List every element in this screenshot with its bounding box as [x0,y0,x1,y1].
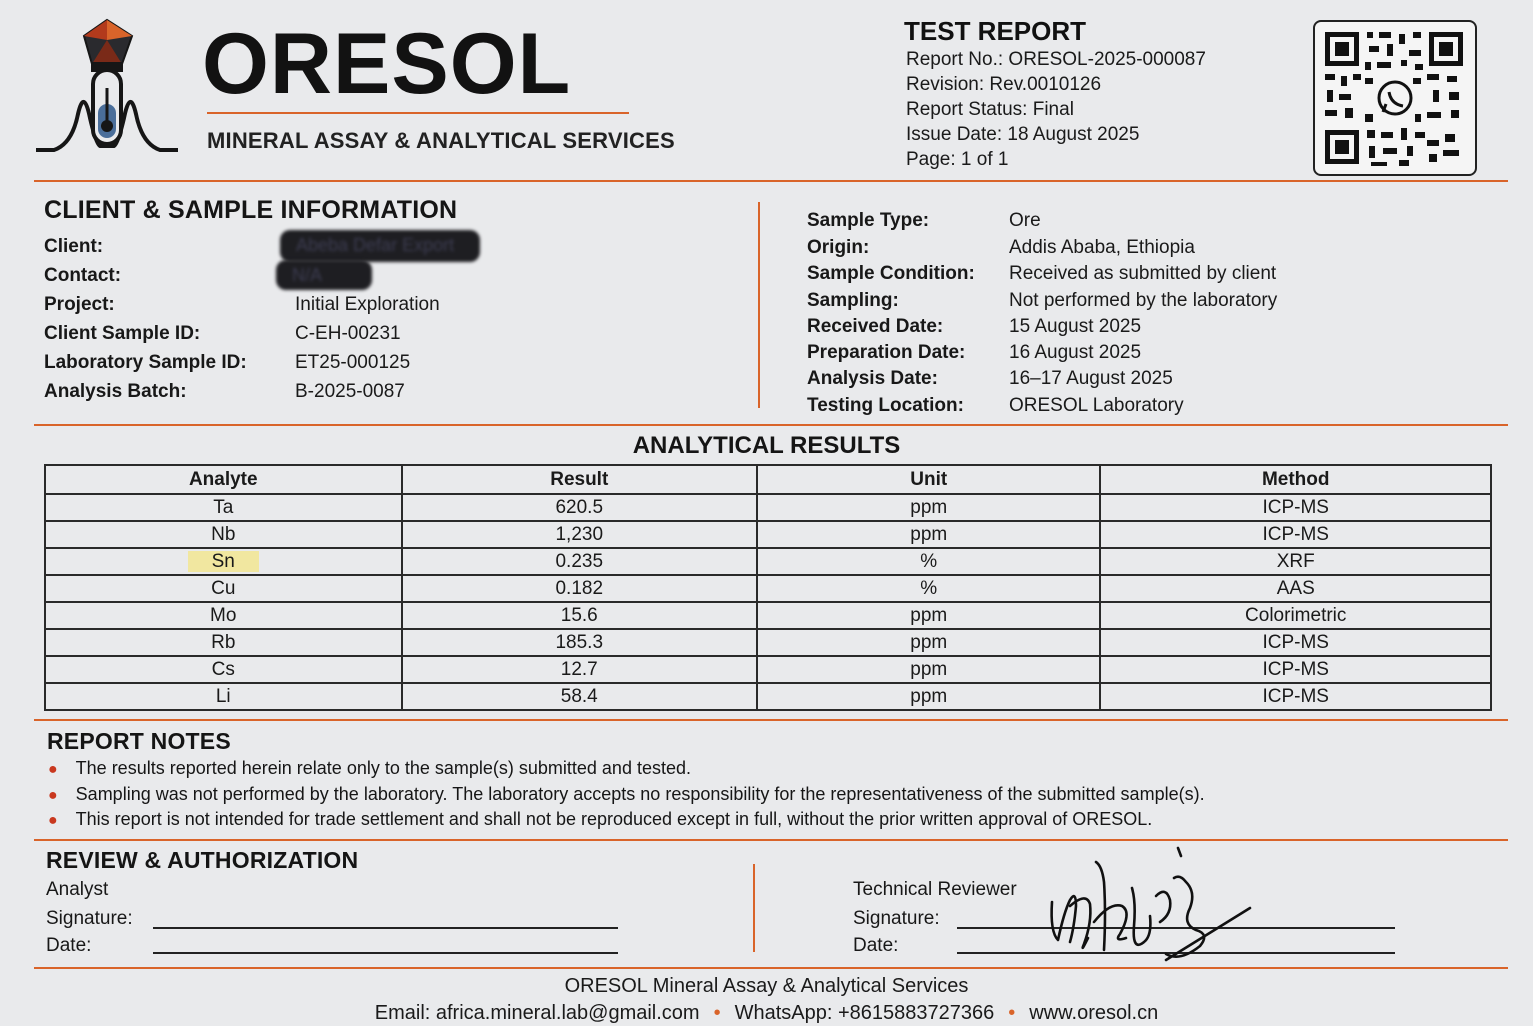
preparation-date-label: Preparation Date: [807,342,966,363]
cell-method: XRF [1100,548,1491,575]
sample-type-label: Sample Type: [807,210,930,231]
cell-result: 12.7 [402,656,757,683]
analysis-batch-label: Analysis Batch: [44,381,187,402]
bullet-icon: ● [48,812,58,829]
footer-website[interactable]: www.oresol.cn [1029,1002,1159,1024]
cell-result: 1,230 [402,521,757,548]
cell-unit: ppm [757,629,1100,656]
sample-type-value: Ore [1009,210,1041,231]
notes-bottom-divider [34,839,1508,841]
footer-contact [0,1002,1533,1025]
analysis-date-value: 16–17 August 2025 [1009,368,1173,389]
table-row [45,629,1491,656]
client-section-bottom-divider [34,424,1508,426]
mineral-flask-logo-icon [34,18,180,156]
report-number: Report No.: ORESOL-2025-000087 [906,49,1206,70]
cell-method: ICP-MS [1100,683,1491,710]
note-item: ● The results reported herein relate only to the sample(s) submitted and tested. [48,758,691,778]
testing-location-value: ORESOL Laboratory [1009,395,1184,416]
table-row [45,575,1491,602]
cell-unit: ppm [757,494,1100,521]
brand-underline [207,112,629,114]
report-revision: Revision: Rev.0010126 [906,74,1102,95]
bullet-icon: ● [48,787,58,804]
footer-whatsapp[interactable]: WhatsApp: +8615883727366 [734,1002,995,1024]
header-divider [34,180,1508,182]
column-header-method: Method [1100,465,1491,494]
origin-value: Addis Ababa, Ethiopia [1009,237,1195,258]
table-row [45,548,1491,575]
cell-method: Colorimetric [1100,602,1491,629]
cell-method: ICP-MS [1100,521,1491,548]
client-sample-id-value: C-EH-00231 [295,323,401,344]
results-title: ANALYTICAL RESULTS [632,432,901,459]
cell-analyte: Ta [45,494,402,521]
separator-dot: • [713,1002,721,1024]
qr-code-icon[interactable] [1313,20,1477,176]
cell-result: 58.4 [402,683,757,710]
reviewer-signature-label: Signature: [853,908,940,929]
client-sample-id-label: Client Sample ID: [44,323,201,344]
cell-result: 185.3 [402,629,757,656]
table-row [45,656,1491,683]
page-number: Page: 1 of 1 [906,149,1009,170]
reviewer-date-label: Date: [853,935,899,956]
analyst-date-line[interactable] [153,952,618,954]
cell-method: ICP-MS [1100,656,1491,683]
bullet-icon: ● [48,761,58,778]
client-section-divider [758,202,760,408]
cell-result: 15.6 [402,602,757,629]
issue-date: Issue Date: 18 August 2025 [906,124,1140,145]
contact-label: Contact: [44,265,122,286]
testing-location-label: Testing Location: [807,395,964,416]
lab-sample-id-value: ET25-000125 [295,352,411,373]
received-date-label: Received Date: [807,316,944,337]
analyst-date-label: Date: [46,935,92,956]
cell-unit: ppm [757,521,1100,548]
cell-analyte: Nb [45,521,402,548]
results-header-row [45,465,1491,494]
cell-method: ICP-MS [1100,494,1491,521]
cell-unit: % [757,548,1100,575]
column-header-unit: Unit [757,465,1100,494]
client-label: Client: [44,236,104,257]
sample-condition-value: Received as submitted by client [1009,263,1277,284]
cell-analyte: Li [45,683,402,710]
review-divider [753,864,755,952]
table-row [45,683,1491,710]
sampling-value: Not performed by the laboratory [1009,290,1278,311]
cell-unit: ppm [757,656,1100,683]
brand-name: ORESOL [202,16,572,112]
client-value-redacted: Abeba Defar Export [280,230,480,262]
analyst-signature-label: Signature: [46,908,133,929]
separator-dot: • [1008,1002,1016,1024]
results-table [44,464,1492,711]
cell-result: 0.235 [402,548,757,575]
cell-analyte: Mo [45,602,402,629]
review-title: REVIEW & AUTHORIZATION [46,847,359,873]
handwritten-signature-icon [1040,842,1260,972]
footer-email[interactable]: Email: africa.mineral.lab@gmail.com [374,1002,700,1024]
sampling-label: Sampling: [807,290,899,311]
column-header-analyte: Analyte [45,465,402,494]
analyst-role: Analyst [46,879,109,900]
analyst-signature-line[interactable] [153,927,618,929]
cell-method: ICP-MS [1100,629,1491,656]
table-row [45,494,1491,521]
analysis-batch-value: B-2025-0087 [295,381,405,402]
origin-label: Origin: [807,237,870,258]
results-bottom-divider [34,719,1508,721]
note-item: ● This report is not intended for trade settlement and shall not be reproduced except in full, without the prior written approval of ORESOL. [48,809,1153,829]
qr-code-pattern [1315,22,1475,174]
cell-analyte: Sn [45,548,402,575]
project-value: Initial Exploration [295,294,440,315]
cell-unit: ppm [757,683,1100,710]
cell-result: 620.5 [402,494,757,521]
lab-sample-id-label: Laboratory Sample ID: [44,352,247,373]
table-row [45,602,1491,629]
column-header-result: Result [402,465,757,494]
preparation-date-value: 16 August 2025 [1009,342,1142,363]
footer-company: ORESOL Mineral Assay & Analytical Services [564,975,969,997]
review-bottom-divider [34,967,1508,969]
cell-analyte: Cs [45,656,402,683]
client-section-title: CLIENT & SAMPLE INFORMATION [44,196,458,224]
project-label: Project: [44,294,115,315]
cell-unit: ppm [757,602,1100,629]
cell-method: AAS [1100,575,1491,602]
table-row [45,521,1491,548]
report-status: Report Status: Final [906,99,1074,120]
cell-result: 0.182 [402,575,757,602]
received-date-value: 15 August 2025 [1009,316,1142,337]
notes-title: REPORT NOTES [47,728,231,754]
brand-tagline: MINERAL ASSAY & ANALYTICAL SERVICES [207,128,675,153]
note-item: ● Sampling was not performed by the laboratory. The laboratory accepts no responsibility for the representativeness of the submitted sample(s). [48,784,1205,804]
cell-analyte: Rb [45,629,402,656]
contact-value-redacted: N/A [276,260,372,290]
report-title: TEST REPORT [904,16,1087,46]
sample-condition-label: Sample Condition: [807,263,975,284]
analysis-date-label: Analysis Date: [807,368,938,389]
cell-analyte: Cu [45,575,402,602]
reviewer-role: Technical Reviewer [853,879,1017,900]
cell-unit: % [757,575,1100,602]
